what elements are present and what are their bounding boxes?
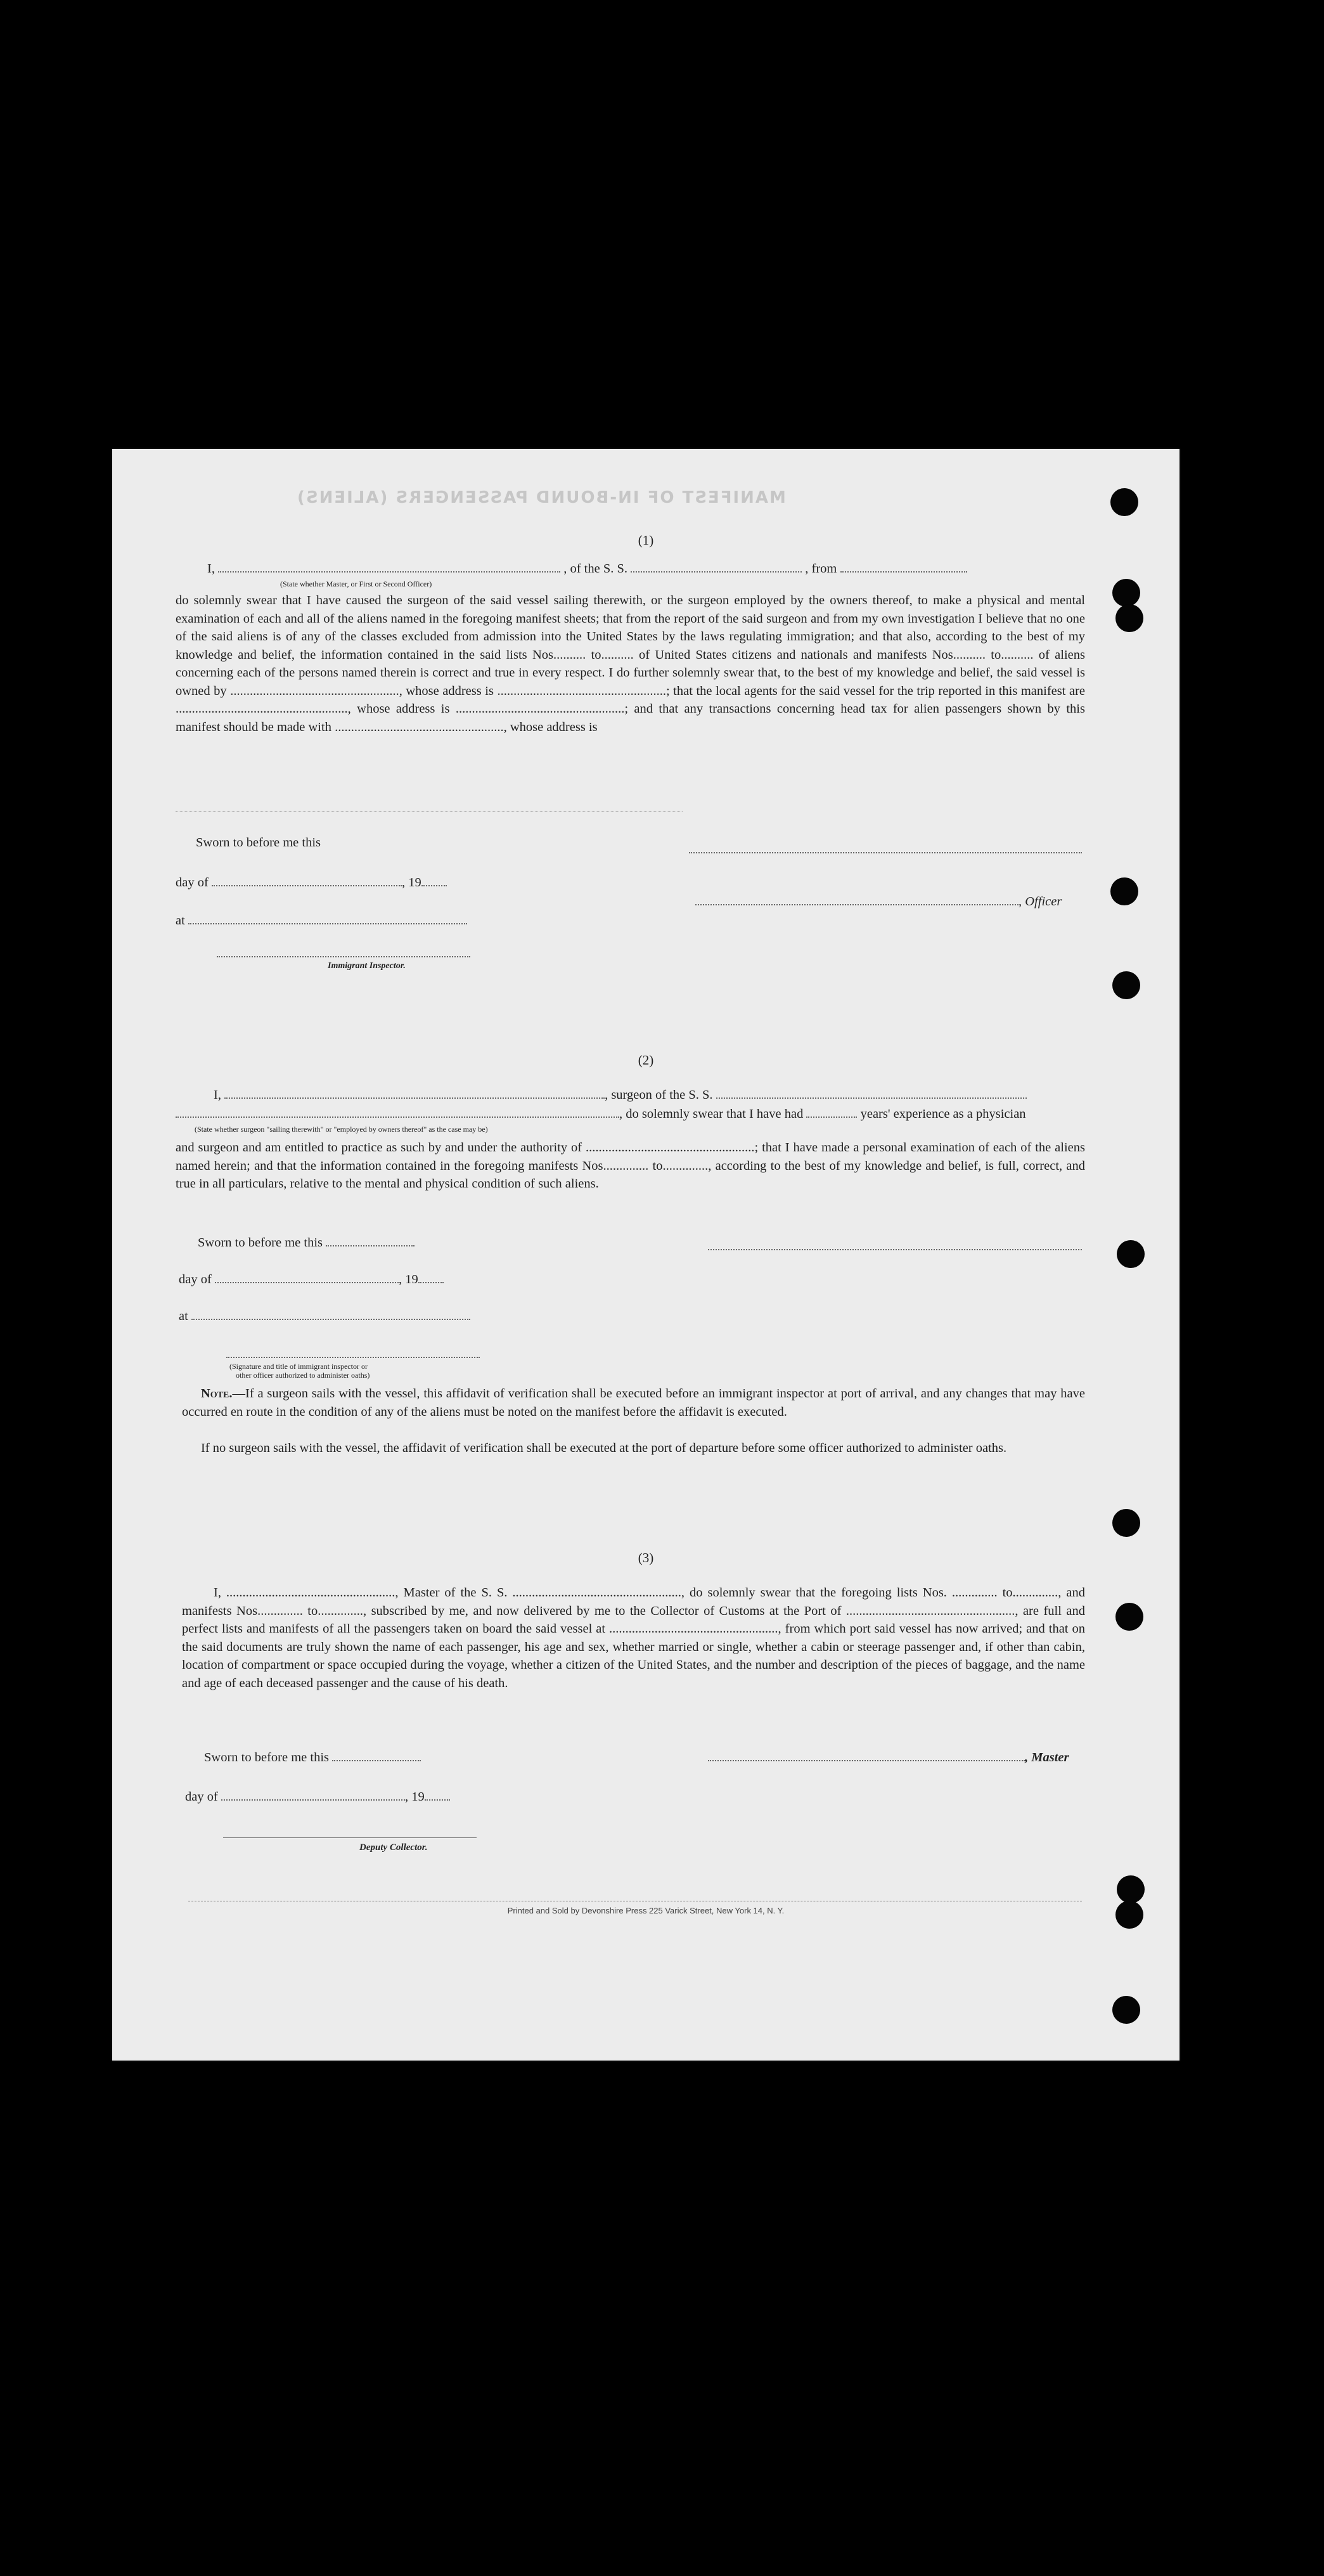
years-label: years' experience as a physician xyxy=(860,1107,1026,1121)
year-label: , 19 xyxy=(398,1272,418,1286)
punch-hole xyxy=(1115,1603,1143,1631)
surgeon-type-field[interactable] xyxy=(176,1105,619,1118)
label-of-ss: , of the S. S. xyxy=(563,562,628,576)
sworn-field[interactable] xyxy=(332,1749,421,1761)
master-signature-field[interactable] xyxy=(708,1749,1025,1761)
section-1-officer xyxy=(695,893,1062,909)
officer-signature-line[interactable] xyxy=(226,1357,480,1358)
year-field[interactable] xyxy=(418,1271,444,1283)
section-2-sworn xyxy=(198,1234,415,1250)
note-paragraph-1 xyxy=(182,1385,1085,1421)
officer-name-field[interactable] xyxy=(218,560,560,573)
officer-label: , Officer xyxy=(1019,895,1062,909)
note-paragraph-2: If no surgeon sails with the vessel, the affidavit of verification shall be executed at the port of departure before some officer authorized to administer oaths. xyxy=(201,1441,1007,1455)
label-i: I, xyxy=(207,562,215,576)
punch-hole xyxy=(1112,579,1140,607)
punch-hole xyxy=(1115,604,1143,632)
surgeon-name-field[interactable] xyxy=(224,1086,605,1099)
section-2-line-2 xyxy=(176,1105,1026,1122)
bleed-through-header: MANIFEST OF IN-BOUND PASSENGERS (ALIENS) xyxy=(296,488,786,507)
section-3-master xyxy=(708,1749,1069,1765)
note-label: Note. xyxy=(201,1387,233,1401)
punch-hole xyxy=(1110,877,1138,905)
punch-hole xyxy=(1110,488,1138,516)
section-3-number: (3) xyxy=(638,1550,654,1565)
sworn-label: Sworn to before me this xyxy=(196,836,321,850)
section-1-number: (1) xyxy=(638,533,654,548)
year-label: , 19 xyxy=(404,1790,425,1804)
section-2-at xyxy=(179,1307,470,1324)
section-1-at xyxy=(176,912,467,928)
port-from-field[interactable] xyxy=(840,560,967,573)
year-label: , 19 xyxy=(401,876,421,890)
day-field[interactable] xyxy=(221,1788,405,1801)
at-label: at xyxy=(179,1309,188,1323)
section-2-body: and surgeon and am entitled to practice as such by and under the authority of ....................................................; that I have made a personal examination of each of the aliens named herein; and that the information contained in the foregoing manifests Nos.............. to.............., according to the best of my knowledge and belief, is full, correct, and true in all particulars, relative to the mental and physical condition of such aliens. xyxy=(176,1141,1085,1191)
swear-label: , do solemnly swear that I have had xyxy=(619,1107,804,1121)
day-field[interactable] xyxy=(215,1271,399,1283)
section-2-caption: (State whether surgeon "sailing therewith" or "employed by owners thereof" as the case may be) xyxy=(195,1125,488,1134)
sig-caption-2: other officer authorized to administer oaths) xyxy=(236,1371,370,1380)
years-field[interactable] xyxy=(806,1105,857,1118)
vessel-name-field[interactable] xyxy=(631,560,802,573)
year-field[interactable] xyxy=(421,874,447,886)
section-1-body: do solemnly swear that I have caused the surgeon of the said vessel sailing therewith, or the surgeon employed by the owners thereof, to make a physical and mental examination of each and all of the aliens named in the foregoing manifest sheets; that from the report of the said surgeon and from my own investigation I believe that no one of the said aliens is of any of the classes excluded from admission into the United States by the laws regulating immigration; and that also, according to the best of my knowledge and belief, the information contained in the said lists Nos.......... to.......... of United States citizens and nationals and manifests Nos.......... to.......... of aliens concerning each of the persons named therein is correct and true in every respect. I do further solemnly swear that, to the best of my knowledge and belief, the said vessel is owned by ...................................................., whose address is ....................................................; that the local agents for the said vessel for the trip reported in this manifest are ....................................................., whose address is ....................................................; and that any transactions concerning head tax for alien passengers shown by this manifest should be made with ...................................................., whose address is xyxy=(176,593,1085,734)
punch-hole xyxy=(1112,1509,1140,1537)
section-3-sworn xyxy=(204,1749,421,1765)
manifest-page xyxy=(112,449,1179,2061)
sworn-label: Sworn to before me this xyxy=(204,1751,329,1764)
day-of-label: day of xyxy=(176,876,209,890)
inspector-signature-line[interactable] xyxy=(217,956,470,957)
printer-footer: Printed and Sold by Devonshire Press 225 Varick Street, New York 14, N. Y. xyxy=(507,1906,785,1915)
collector-signature-line[interactable] xyxy=(223,1837,477,1838)
section-3-day-of xyxy=(185,1788,450,1804)
inspector-caption: Immigrant Inspector. xyxy=(328,961,406,971)
punch-hole xyxy=(1112,1996,1140,2024)
year-field[interactable] xyxy=(425,1788,450,1801)
section-1-caption: (State whether Master, or First or Second Officer) xyxy=(280,579,432,588)
surgeon-label: , surgeon of the S. S. xyxy=(605,1088,713,1102)
section-2-number: (2) xyxy=(638,1052,654,1068)
section-2-line-1 xyxy=(214,1086,1027,1103)
sworn-label: Sworn to before me this xyxy=(198,1236,323,1250)
surgeon-signature-line[interactable] xyxy=(708,1249,1082,1250)
punch-hole xyxy=(1112,971,1140,999)
label-from: , from xyxy=(805,562,837,576)
officer-signature-field[interactable] xyxy=(695,893,1019,905)
note-1: —If a surgeon sails with the vessel, this affidavit of verification shall be executed before an immigrant inspector at port of arrival, and any changes that may have occurred en route in the condition of any of the aliens must be noted on the manifest before the affidavit is executed. xyxy=(182,1387,1085,1419)
sig-caption-1: (Signature and title of immigrant inspector or xyxy=(229,1362,368,1371)
officer-signature-top-line[interactable] xyxy=(689,852,1082,853)
section-1-oath-line xyxy=(207,560,967,576)
day-of-label: day of xyxy=(185,1790,218,1804)
section-1-sworn xyxy=(196,836,321,850)
sworn-field[interactable] xyxy=(326,1234,415,1246)
section-2-day-of xyxy=(179,1271,444,1287)
master-label: , Master xyxy=(1025,1751,1069,1764)
punch-hole xyxy=(1117,1240,1145,1268)
place-field[interactable] xyxy=(191,1307,470,1320)
section-1-day-of xyxy=(176,874,447,890)
day-of-label: day of xyxy=(179,1272,212,1286)
label-i: I, xyxy=(214,1088,221,1102)
day-field[interactable] xyxy=(212,874,402,886)
punch-hole xyxy=(1117,1875,1145,1903)
place-field[interactable] xyxy=(188,912,467,924)
vessel-name-field[interactable] xyxy=(716,1086,1027,1099)
at-label: at xyxy=(176,914,185,928)
collector-caption: Deputy Collector. xyxy=(359,1842,428,1853)
section-3-body: I, ...................................................., Master of the S. S. ...................................................., do solemnly swear that the foregoing lists Nos. .............. to.............., and manifests Nos.............. to.............., subscribed by me, and now delivered by me to the Collector of Customs at the Port of ...................................................., are full and perfect lists and manifests of all the passengers taken on board the said vessel at ...................................................., from which port said vessel has now arrived; and that on the said documents are truly shown the name of each passenger, his age and sex, whether married or single, whether a cabin or steerage passenger and, if other than cabin, location of compartment or space occupied during the voyage, whether a citizen of the United States, and the number and description of the pieces of baggage, and the name and age of each deceased passenger and the cause of his death. xyxy=(182,1586,1085,1690)
